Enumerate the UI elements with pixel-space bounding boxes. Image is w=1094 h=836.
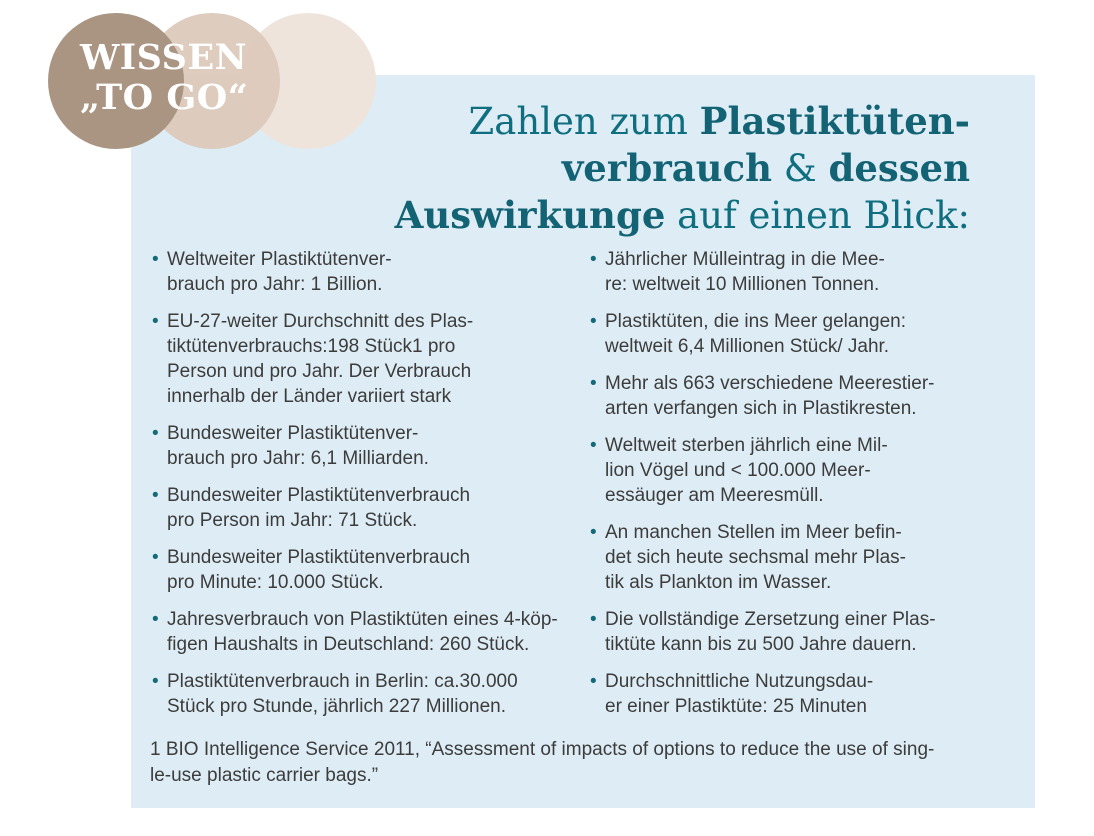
fact-line: • Weltweit sterben jährlich eine Mil-: [605, 435, 888, 456]
right-fact-list: [588, 247, 1008, 731]
title-emphasis: Plastiktüten-: [699, 99, 970, 143]
fact-item: [588, 669, 1008, 719]
fact-line: brauch pro Jahr: 1 Billion.: [167, 274, 383, 295]
fact-line: • Durchschnittliche Nutzungsdau-: [605, 671, 874, 692]
fact-item: [150, 607, 570, 657]
fact-item: [150, 483, 570, 533]
footnote: [150, 737, 1020, 789]
title-emphasis: verbrauch: [561, 146, 773, 190]
fact-line: • Mehr als 663 verschiedene Meerestier-: [605, 373, 935, 394]
fact-line: re: weltweit 10 Millionen Tonnen.: [605, 274, 880, 295]
fact-line: • Plastiktütenverbrauch in Berlin: ca.30.000: [167, 671, 518, 692]
fact-line: • Bundesweiter Plastiktütenverbrauch: [167, 547, 471, 568]
badge-line-2: „TO GO“: [80, 77, 249, 118]
fact-line: • Die vollständige Zersetzung einer Plas-: [605, 609, 936, 630]
title-text: &: [772, 147, 829, 190]
fact-line: • Bundesweiter Plastiktütenver-: [167, 423, 419, 444]
title-line-3: [250, 192, 970, 239]
fact-line: pro Person im Jahr: 71 Stück.: [167, 510, 418, 531]
fact-line: tiktüte kann bis zu 500 Jahre dauern.: [605, 634, 917, 655]
fact-line: brauch pro Jahr: 6,1 Milliarden.: [167, 448, 429, 469]
fact-item: [588, 309, 1008, 359]
fact-item: [150, 309, 570, 409]
fact-line: lion Vögel und < 100.000 Meer-: [605, 460, 871, 481]
fact-line: • Jahresverbrauch von Plastiktüten eines 4-köp-: [167, 609, 558, 630]
fact-line: pro Minute: 10.000 Stück.: [167, 572, 384, 593]
title-text: Zahlen zum: [468, 100, 700, 143]
fact-line: arten verfangen sich in Plastikresten.: [605, 398, 917, 419]
footnote-line-1: 1 BIO Intelligence Service 2011, “Assessment of impacts of options to reduce the use of sing-: [150, 739, 935, 760]
footnote-line-2: le-use plastic carrier bags.”: [150, 765, 379, 786]
fact-line: • EU-27-weiter Durchschnitt des Plas-: [167, 311, 474, 332]
fact-item: [588, 433, 1008, 508]
fact-line: • Jährlicher Mülleintrag in die Mee-: [605, 249, 885, 270]
fact-line: • An manchen Stellen im Meer befin-: [605, 522, 902, 543]
title-emphasis: dessen: [828, 146, 970, 190]
fact-item: [588, 607, 1008, 657]
fact-line: Person und pro Jahr. Der Verbrauch: [167, 361, 472, 382]
fact-item: [588, 520, 1008, 595]
fact-line: essäuger am Meeresmüll.: [605, 485, 824, 506]
fact-line: det sich heute sechsmal mehr Plas-: [605, 547, 906, 568]
left-fact-list: [150, 247, 570, 731]
fact-line: • Plastiktüten, die ins Meer gelangen:: [605, 311, 907, 332]
fact-line: weltweit 6,4 Millionen Stück/ Jahr.: [605, 336, 890, 357]
title-line-1: [250, 98, 970, 145]
title-line-2: [250, 145, 970, 192]
fact-item: [150, 545, 570, 595]
badge-line-1: WISSEN: [80, 37, 248, 78]
fact-line: tiktütenverbrauchs:198 Stück1 pro: [167, 336, 456, 357]
fact-line: Stück pro Stunde, jährlich 227 Millionen.: [167, 696, 507, 717]
fact-line: figen Haushalts in Deutschland: 260 Stück.: [167, 634, 530, 655]
fact-item: [588, 247, 1008, 297]
fact-line: er einer Plastiktüte: 25 Minuten: [605, 696, 867, 717]
fact-line: • Bundesweiter Plastiktütenverbrauch: [167, 485, 471, 506]
fact-item: [150, 669, 570, 719]
fact-item: [150, 421, 570, 471]
title-text: auf einen Blick:: [665, 194, 970, 237]
fact-item: [588, 371, 1008, 421]
fact-line: innerhalb der Länder variiert stark: [167, 386, 452, 407]
fact-line: tik als Plankton im Wasser.: [605, 572, 832, 593]
fact-line: • Weltweiter Plastiktütenver-: [167, 249, 392, 270]
fact-item: [150, 247, 570, 297]
title-emphasis: Auswirkunge: [394, 193, 666, 237]
page-title: [250, 98, 970, 239]
